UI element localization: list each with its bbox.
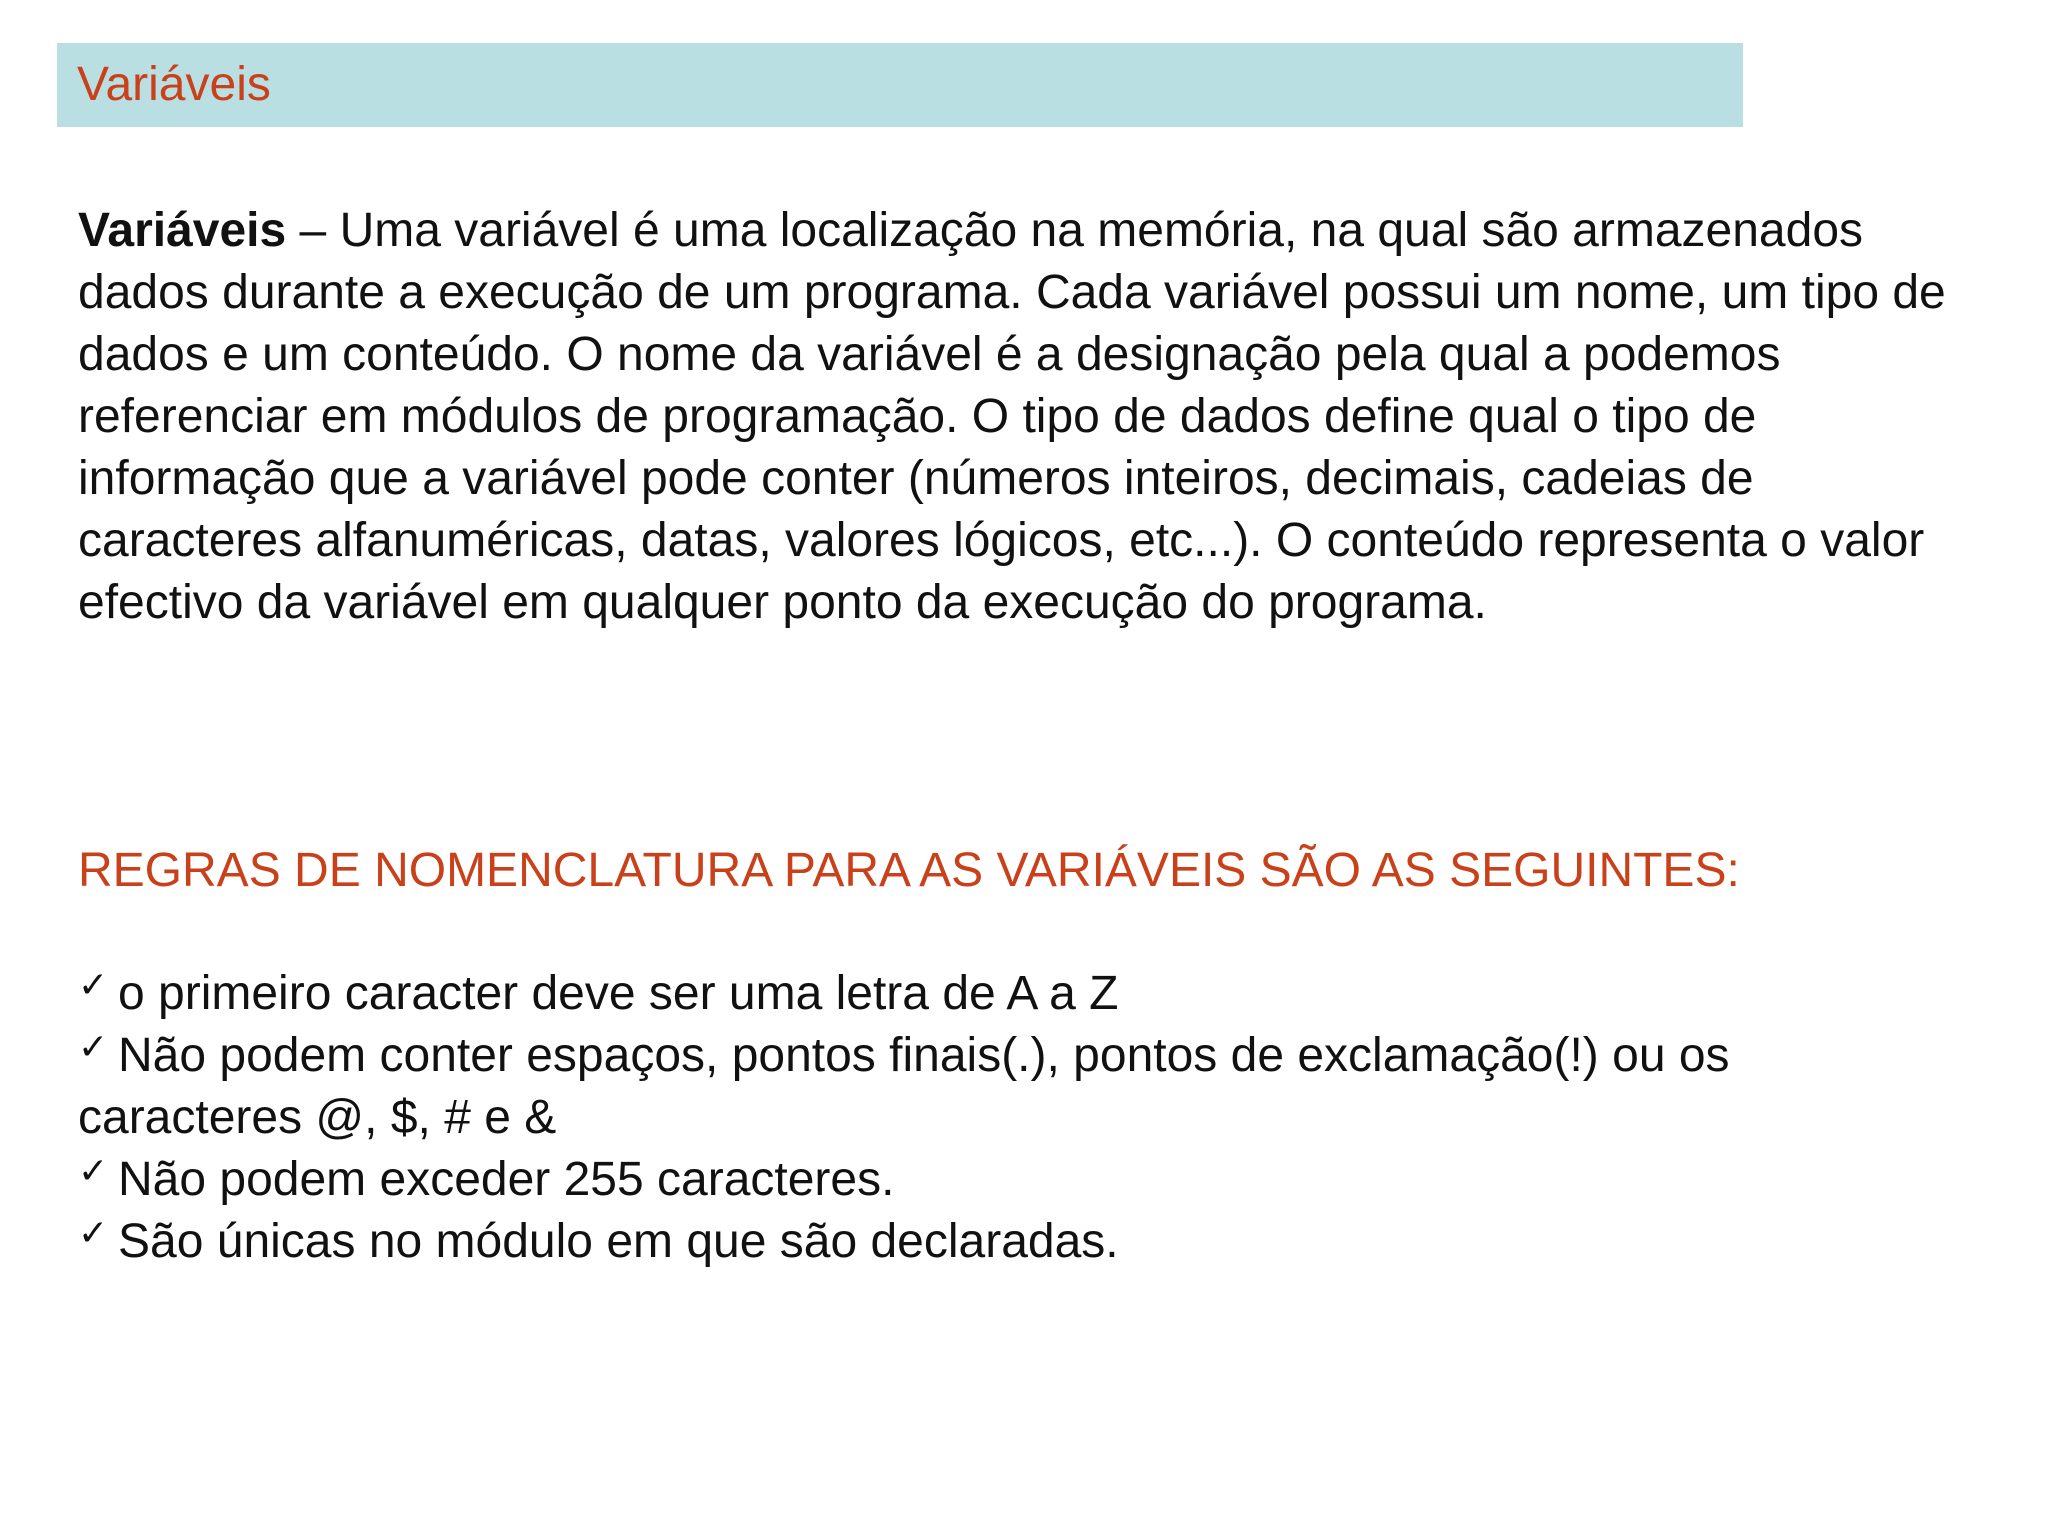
rule-item: [78, 963, 1958, 1025]
rule-item: [78, 1149, 1958, 1211]
definition-block: [78, 200, 1978, 634]
rule-text: o primeiro caracter deve ser uma letra de A a Z: [118, 967, 1119, 1020]
rule-item: [78, 1211, 1958, 1273]
slide-title-bar: [57, 43, 1743, 127]
definition-text: – Uma variável é uma localização na memória, na qual são armazenados dados durante a execução de um programa. Cada variável possui um nome, um tipo de dados e um conteúdo. O nome da variável é a designação pela qual a podemos referenciar em módulos de programação. O tipo de dados define qual o tipo de informação que a variável pode conter (números inteiros, decimais, cadeias de caracteres alfanuméricas, datas, valores lógicos, etc...). O conteúdo representa o valor efectivo da variável em qualquer ponto da execução do programa.: [78, 204, 1946, 629]
slide-title: Variáveis: [77, 58, 271, 111]
rules-list: [78, 963, 1958, 1273]
rules-heading: REGRAS DE NOMENCLATURA PARA AS VARIÁVEIS SÃO AS SEGUINTES:: [78, 844, 1740, 897]
checkmark-icon: ✓: [78, 964, 109, 1005]
definition-term: Variáveis: [78, 204, 287, 257]
checkmark-icon: ✓: [78, 1212, 109, 1253]
rule-text: São únicas no módulo em que são declaradas.: [118, 1215, 1119, 1268]
checkmark-icon: ✓: [78, 1026, 109, 1067]
rule-text: Não podem conter espaços, pontos finais(.), pontos de exclamação(!) ou os caracteres @, $, # e &: [78, 1029, 1730, 1144]
rule-text: Não podem exceder 255 caracteres.: [118, 1153, 895, 1206]
checkmark-icon: ✓: [78, 1150, 109, 1191]
rule-item: [78, 1025, 1958, 1149]
definition-paragraph: [78, 200, 1958, 634]
